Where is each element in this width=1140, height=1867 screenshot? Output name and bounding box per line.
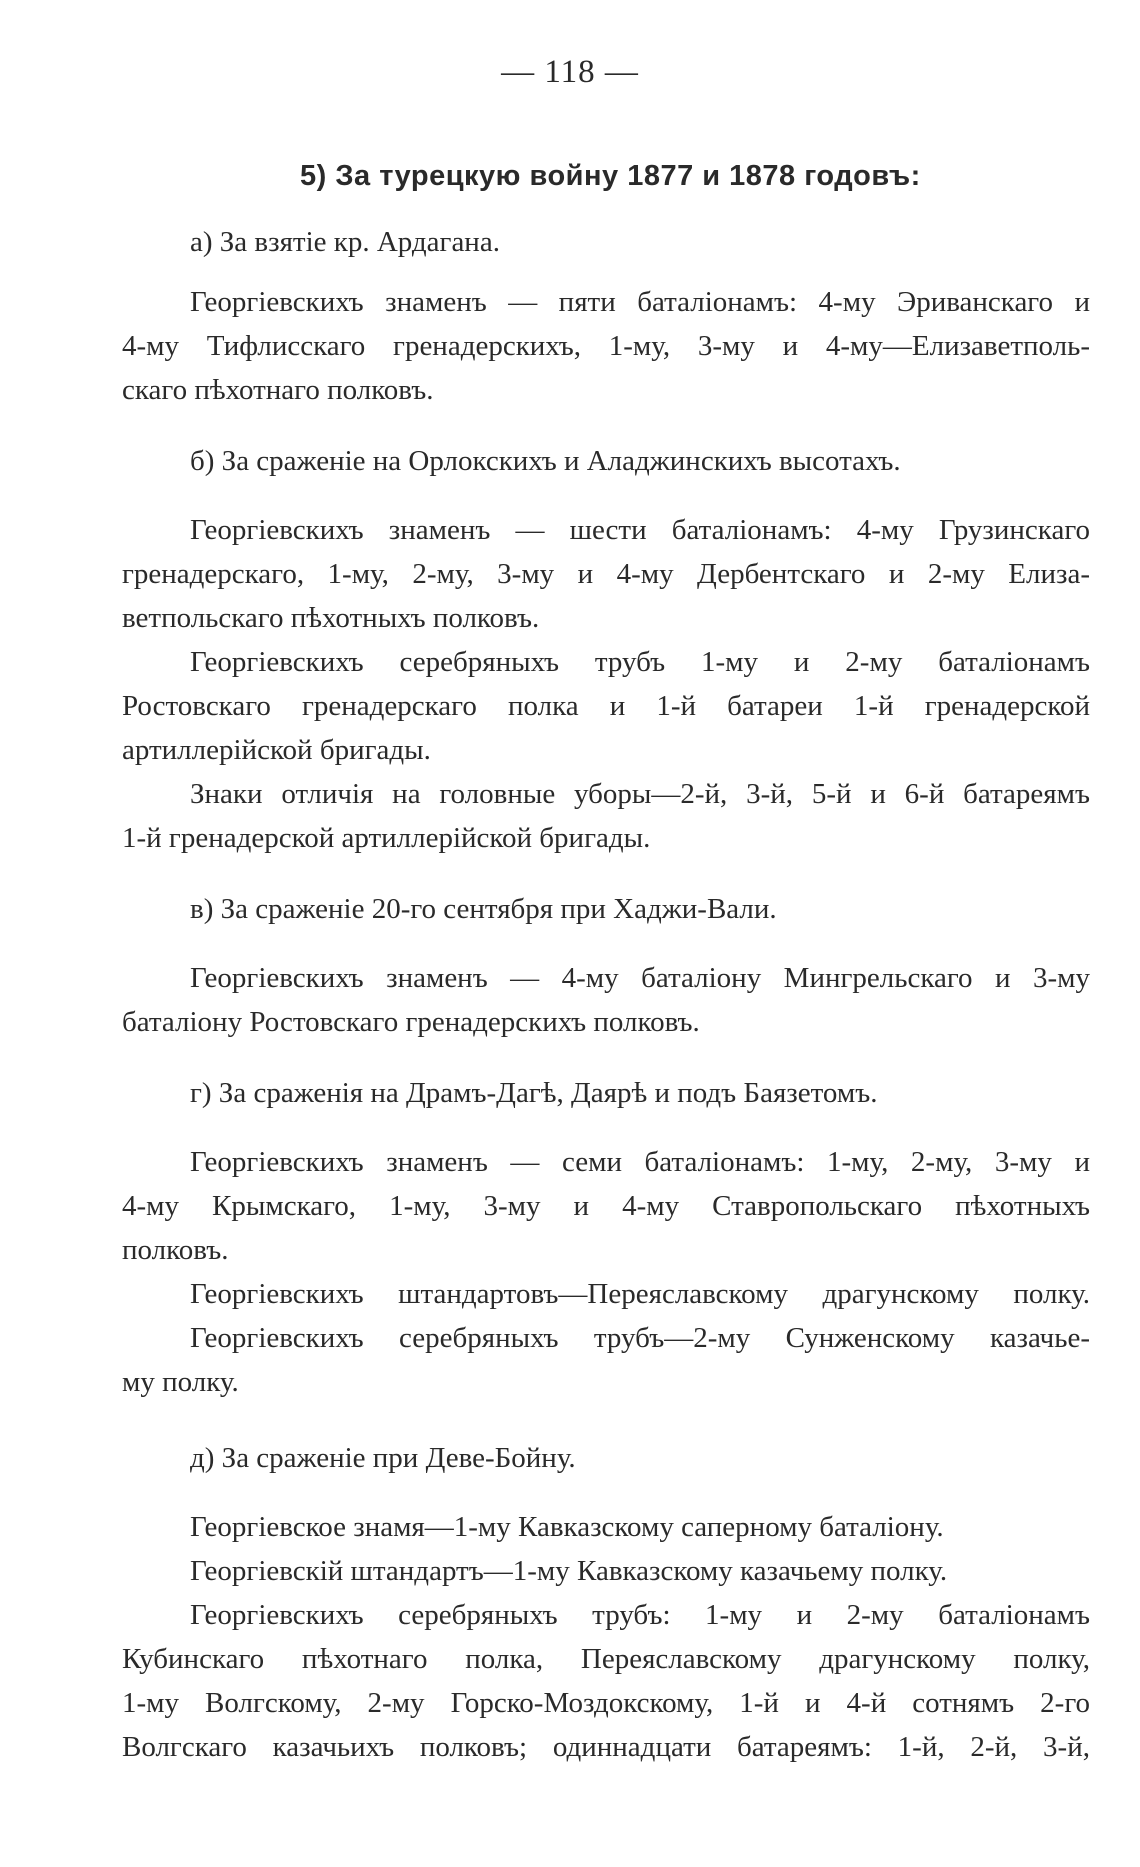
subsection-a-title: а) За взятіе кр. Ардагана.	[190, 226, 500, 258]
text-line: Ростовскаго гренадерскаго полка и 1-й батареи 1-й гренадерской	[122, 690, 1090, 722]
text-line: Георгіевскихъ серебряныхъ трубъ—2-му Сунженскому казачье-	[190, 1322, 1090, 1354]
text-line: Георгіевскихъ знаменъ — семи баталіонамъ: 1-му, 2-му, 3-му и	[190, 1146, 1090, 1178]
subsection-d-title: д) За сраженіе при Деве-Бойну.	[190, 1442, 576, 1474]
text-line: 1-й гренадерской артиллерійской бригады.	[122, 822, 651, 854]
text-line: Знаки отличія на головные уборы—2-й, 3-й, 5-й и 6-й батареямъ	[190, 778, 1090, 810]
text-line: артиллерійской бригады.	[122, 734, 431, 766]
text-line: Георгіевскихъ знаменъ — пяти баталіонамъ: 4-му Эриванскаго и	[190, 286, 1090, 318]
text-line: гренадерскаго, 1-му, 2-му, 3-му и 4-му Дербентскаго и 2-му Елиза-	[122, 558, 1090, 590]
subsection-g-title: г) За сраженія на Драмъ-Дагѣ, Даярѣ и подъ Баязетомъ.	[190, 1077, 878, 1109]
text-line: Георгіевскихъ серебряныхъ трубъ 1-му и 2-му баталіонамъ	[190, 646, 1090, 678]
text-line: скаго пѣхотнаго полковъ.	[122, 374, 434, 406]
subsection-v-title: в) За сраженіе 20-го сентября при Хаджи-Вали.	[190, 893, 777, 925]
text-line: ветпольскаго пѣхотныхъ полковъ.	[122, 602, 540, 634]
text-line: баталіону Ростовскаго гренадерскихъ полковъ.	[122, 1006, 700, 1038]
text-line: Кубинскаго пѣхотнаго полка, Переяславскому драгунскому полку,	[122, 1643, 1090, 1675]
text-line: Георгіевское знамя—1-му Кавказскому саперному баталіону.	[190, 1511, 944, 1543]
text-line: Георгіевскій штандартъ—1-му Кавказскому казачьему полку.	[190, 1555, 948, 1587]
text-line: Георгіевскихъ знаменъ — 4-му баталіону Мингрельскаго и 3-му	[190, 962, 1090, 994]
text-line: Волгскаго казачьихъ полковъ; одиннадцати батареямъ: 1-й, 2-й, 3-й,	[122, 1731, 1090, 1763]
text-line: 1-му Волгскому, 2-му Горско-Моздокскому, 1-й и 4-й сотнямъ 2-го	[122, 1687, 1090, 1719]
page-number: — 118 —	[501, 54, 639, 90]
subsection-b-title: б) За сраженіе на Орлокскихъ и Аладжинскихъ высотахъ.	[190, 445, 901, 477]
text-line: му полку.	[122, 1366, 239, 1398]
text-line: 4-му Крымскаго, 1-му, 3-му и 4-му Ставропольскаго пѣхотныхъ	[122, 1190, 1090, 1222]
section-heading: 5) За турецкую войну 1877 и 1878 годовъ:	[300, 160, 921, 192]
text-line: Георгіевскихъ серебряныхъ трубъ: 1-му и 2-му баталіонамъ	[190, 1599, 1090, 1631]
text-line: Георгіевскихъ знаменъ — шести баталіонамъ: 4-му Грузинскаго	[190, 514, 1090, 546]
text-line: полковъ.	[122, 1234, 229, 1266]
text-line: Георгіевскихъ штандартовъ—Переяславскому драгунскому полку.	[190, 1278, 1090, 1310]
text-line: 4-му Тифлисскаго гренадерскихъ, 1-му, 3-му и 4-му—Елизаветполь-	[122, 330, 1090, 362]
